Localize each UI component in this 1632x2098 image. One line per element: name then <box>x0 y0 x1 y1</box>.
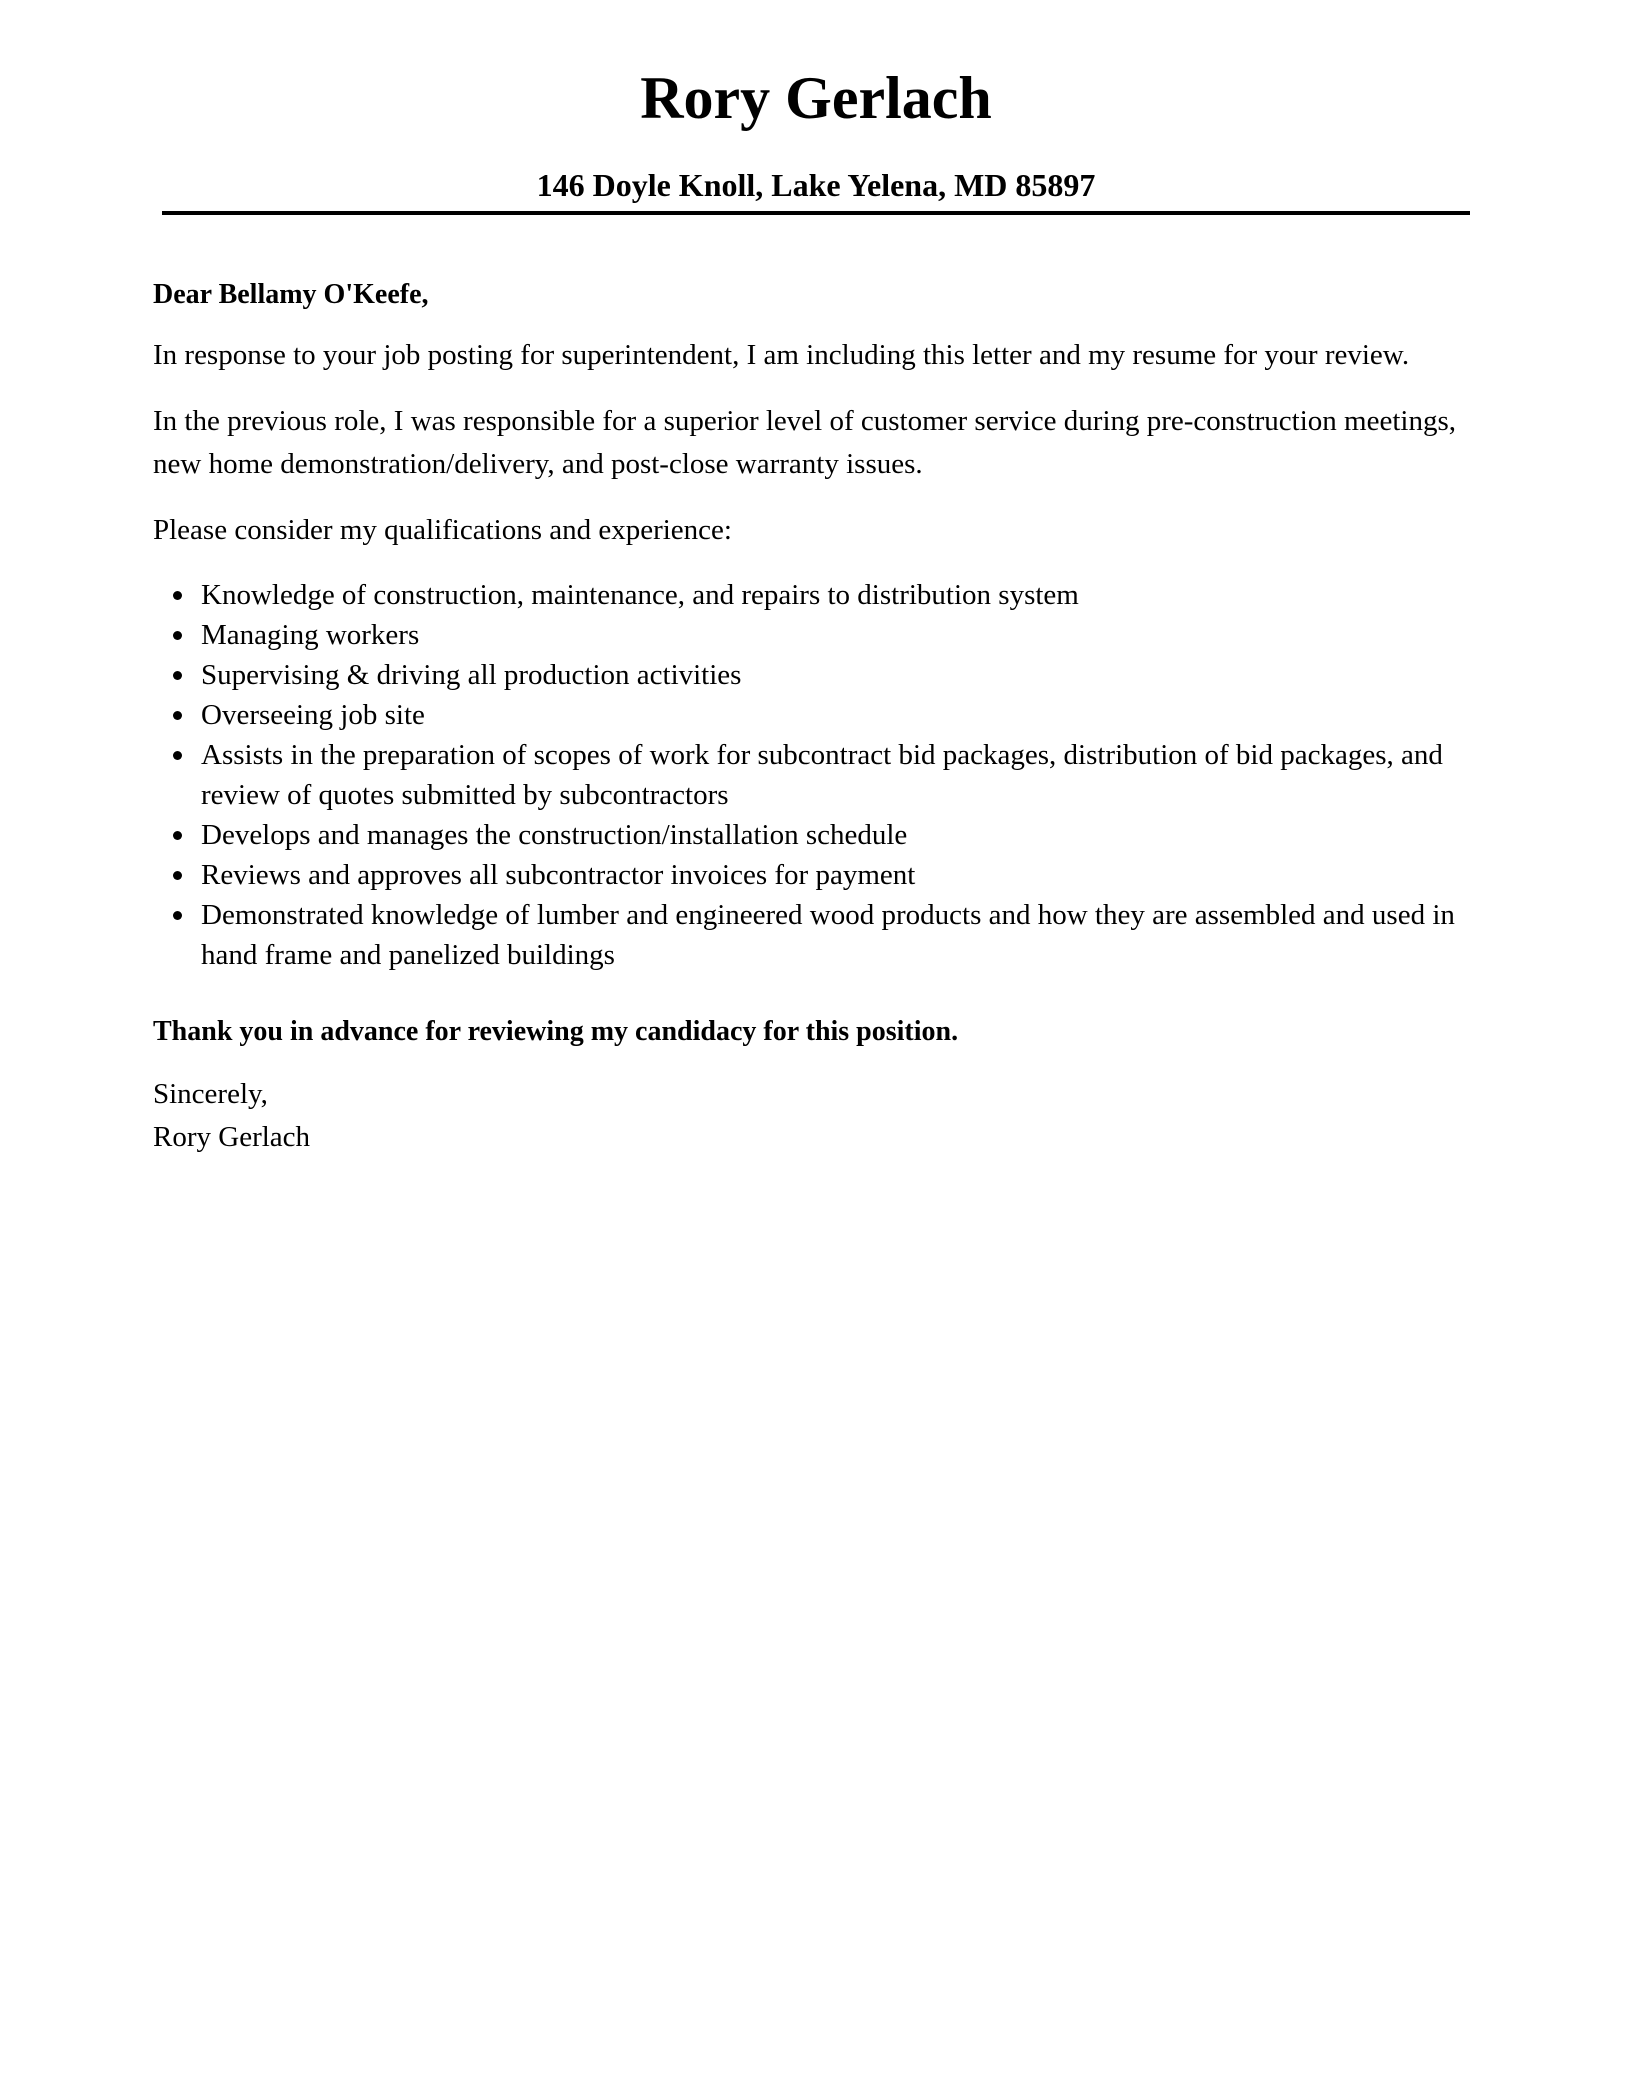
list-item-text: Managing workers <box>201 619 420 651</box>
list-item <box>201 895 1483 975</box>
bullet-icon <box>173 671 182 680</box>
list-item <box>201 695 1483 735</box>
header-divider <box>162 211 1470 215</box>
letter-body <box>153 276 1483 1159</box>
bullet-icon <box>173 631 182 640</box>
qualifications-list <box>153 575 1483 975</box>
qualifications-lead: Please consider my qualifications and experience: <box>153 514 732 546</box>
bullet-icon <box>173 751 182 760</box>
intro-paragraph: In response to your job posting for superintendent, I am including this letter and my resume for your review. <box>153 339 1410 371</box>
list-item <box>201 815 1483 855</box>
list-item-text: Knowledge of construction, maintenance, and repairs to distribution system <box>201 579 1079 611</box>
experience-paragraph: In the previous role, I was responsible for a superior level of customer service during pre-construction meetings, new home demonstration/delivery, and post-close warranty issues. <box>153 405 1456 480</box>
list-item <box>201 615 1483 655</box>
applicant-address: 146 Doyle Knoll, Lake Yelena, MD 85897 <box>536 167 1096 203</box>
bullet-icon <box>173 871 182 880</box>
closing-statement: Thank you in advance for reviewing my candidacy for this position. <box>153 1016 959 1047</box>
list-item <box>201 655 1483 695</box>
bullet-icon <box>173 911 182 920</box>
bullet-icon <box>173 711 182 720</box>
signoff: Sincerely, <box>153 1078 268 1110</box>
list-item <box>201 855 1483 895</box>
list-item-text: Overseeing job site <box>201 699 425 731</box>
list-item-text: Supervising & driving all production activities <box>201 659 742 691</box>
salutation: Dear Bellamy O'Keefe, <box>153 279 429 310</box>
list-item <box>201 735 1483 815</box>
list-item-text: Assists in the preparation of scopes of work for subcontract bid packages, distribution of bid packages, and review of quotes submitted by subcontractors <box>201 739 1443 811</box>
list-item <box>201 575 1483 615</box>
applicant-name: Rory Gerlach <box>640 65 992 131</box>
list-item-text: Develops and manages the construction/installation schedule <box>201 819 908 851</box>
list-item-text: Demonstrated knowledge of lumber and engineered wood products and how they are assembled and used in hand frame and panelized buildings <box>201 899 1455 971</box>
signature: Rory Gerlach <box>153 1121 311 1153</box>
list-item-text: Reviews and approves all subcontractor invoices for payment <box>201 859 916 891</box>
bullet-icon <box>173 591 182 600</box>
bullet-icon <box>173 831 182 840</box>
